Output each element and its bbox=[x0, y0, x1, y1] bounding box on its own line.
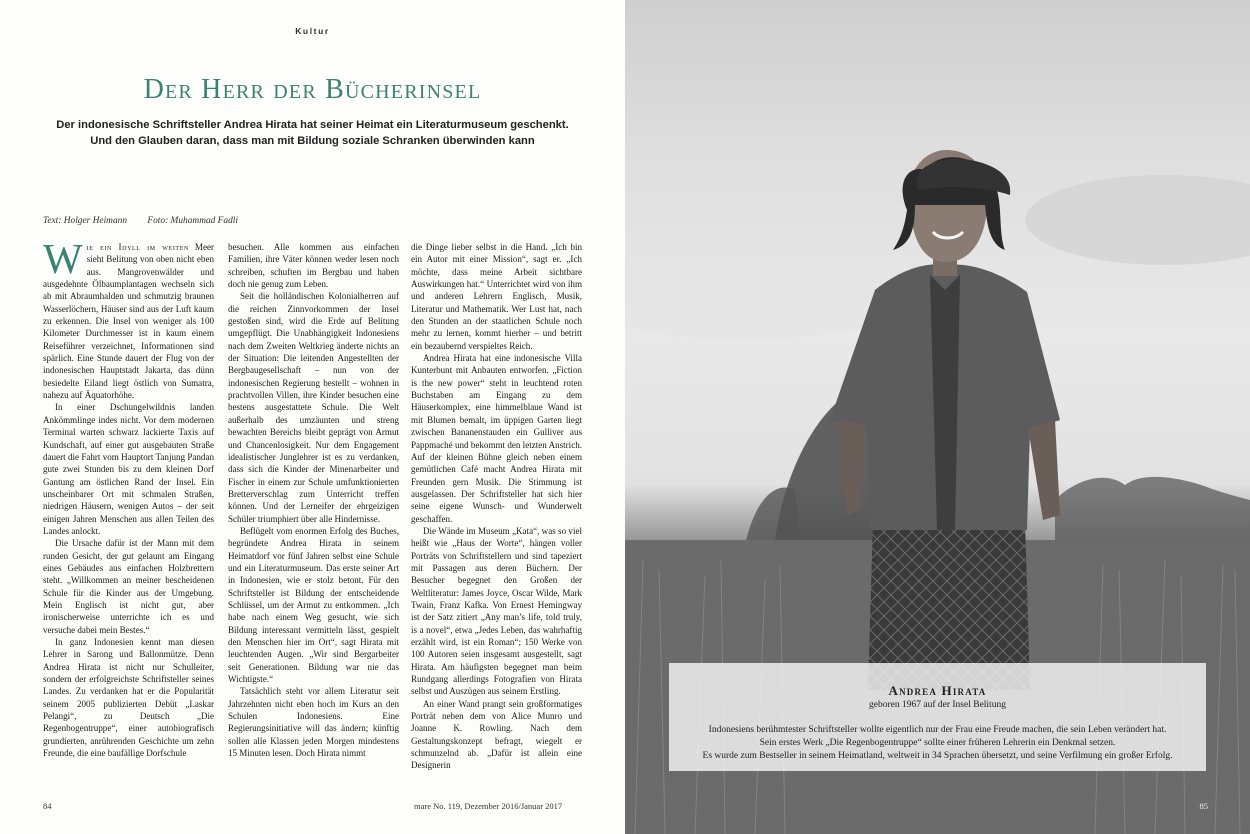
text-credit: Text: Holger Heimann bbox=[43, 216, 128, 226]
page-number-left: 84 bbox=[43, 801, 52, 811]
caption-subtitle: geboren 1967 auf der Insel Belitung bbox=[869, 700, 1006, 710]
section-label: Kultur bbox=[295, 26, 330, 36]
caption-name: Andrea Hirata bbox=[888, 683, 987, 698]
page-number-right: 85 bbox=[1199, 801, 1208, 811]
opening-words: ie ein Idyll im weiten bbox=[86, 242, 189, 252]
photo-caption bbox=[669, 663, 1206, 771]
paragraph: An einer Wand prangt sein großformatiges Porträt neben dem von Alice Munro und Joanne K. Rowling. Nach dem Gestaltungskonzept befragt, wiegelt er schmunzelnd ab. „Dafür ist allein eine Designerin bbox=[411, 698, 582, 771]
caption-line: Indonesiens berühmtester Schriftsteller wollte eigentlich nur der Frau eine Freude machen, die sein Leben verändert hat. bbox=[708, 725, 1167, 735]
article-column-3 bbox=[411, 241, 582, 801]
article-column-2 bbox=[228, 241, 399, 801]
paragraph: Tatsächlich steht vor allem Literatur seit Jahrzehnten nicht eben hoch im Kurs an den Schulen Indonesiens. Eine Regierungsinitiative will das ändern; künftig sollen alle Klassen jeden Morgen mindestens 15 Minuten lesen. Doch Hirata nimmt bbox=[228, 686, 399, 759]
drop-cap: W bbox=[43, 241, 83, 283]
portrait-photo bbox=[625, 0, 1250, 834]
headline: Der Herr der Bücherinsel bbox=[143, 74, 482, 105]
article-column-1 bbox=[43, 241, 214, 801]
paragraph: die Dinge lieber selbst in die Hand. „Ich bin ein Autor mit einer Mission“, sagt er. „Ich möchte, dass meine Arbeit sichtbare Auswirkungen hat.“ Unterrichtet wird von ihm und anderen Lehrern Englisch, Musik, Literatur und Mathematik. Wer Lust hat, nach den Stunden an der staatlichen Schule noch mehr zu lernen, kommt hierher – und betritt ein bezaubernd verspieltes Reich. bbox=[411, 242, 582, 351]
credits bbox=[43, 216, 256, 226]
paragraph: In ganz Indonesien kennt man diesen Lehrer in Sarong und Ballonmütze. Denn Andrea Hirata ist nicht nur Schulleiter, sondern der erfolgreichste Schriftsteller seines Landes. Zu verdanken hat er die Popularität seinem 2005 publizierten Debüt „Laskar Pelangi“, zu Deutsch „Die Regenbogentruppe“, einer autobiografisch grundierten, anrührenden Geschichte um zehn Freunde, die eine baufällige Dorfschule bbox=[43, 637, 214, 759]
paragraph: besuchen. Alle kommen aus einfachen Familien, ihre Väter können weder lesen noch schreiben, schuften im Bergbau und haben doch nie genug zum Leben. bbox=[228, 242, 399, 290]
paragraph: Andrea Hirata hat eine indonesische Villa Kunterbunt mit Anbauten entworfen. „Fiction is the new power“ steht in leuchtend roten Buchstaben am Eingang zu dem Häuserkomplex, eine himmelblaue Wand ist mit Blumen bemalt, im üppigen Garten liegt zwischen Bananenstauden ein Gulliver aus Pappmaché und bekommt den letzten Anstrich. Auf der kleinen Bühne gleich neben einem gemütlichen Café macht Andrea Hirata mit Freunden gern Musik. Die Stimmung ist ausgelassen. Der Schriftsteller hat sich hier seine eigene Wunsch- und Wunderwelt geschaffen. bbox=[411, 353, 582, 524]
paragraph: Die Wände im Museum „Kata“, was so viel heißt wie „Haus der Worte“, hängen voller Porträts von Schriftstellern und sind tapeziert mit Passagen aus deren Büchern. Der Besucher begegnet den Großen der Weltliteratur: James Joyce, Oscar Wilde, Mark Twain, Franz Kafka. Von Ernest Hemingway ist der Satz zitiert „Any man’s life, told truly, is a novel“, etwa „Jedes Leben, das wahrhaftig erzählt wird, ist ein Roman“; 150 Werke von 100 Autoren seien insgesamt ausgestellt, sagt Hirata. Am häufigsten begegnet man beim Rundgang allerdings Fotografien von Hirata selbst und Auszügen aus seinem Erstling. bbox=[411, 525, 582, 697]
issue-info: mare No. 119, Dezember 2016/Januar 2017 bbox=[414, 801, 563, 811]
paragraph-text: Meer sieht Belitung von oben nicht eben aus. Mangrovenwälder und ausgedehnte Ölbaumplantagen wechseln sich ab mit Abraumhalden und schmutzig braunen Wasserlöchern, Häuser sind aus der Luft kaum zu erkennen. Die Insel von weniger als 100 Kilometer Durchmesser ist in kaum einem Reiseführer verzeichnet, Informationen sind spärlich. Eine Stunde dauert der Flug von der indonesischen Hauptstadt Jakarta, das dünn besiedelte Eiland liegt östlich von Sumatra, nahezu auf Äquatorhöhe. bbox=[43, 242, 214, 401]
paragraph: Seit die holländischen Kolonialherren auf die reichen Zinnvorkommen der Insel gestoßen sind, wird die Erde auf Belitung umgepflügt. Die Unabhängigkeit Indonesiens nach dem Zweiten Weltkrieg änderte nichts an der Situation: Die leitenden Angestellten der Bergbaugesellschaft – nun von der indonesischen Regierung bestellt – wohnen in prachtvollen Villen, ihre Kinder besuchen eine bestens ausgestattete Schule. Die Welt außerhalb des umzäunten und streng bewachten Bereichs bleibt geprägt von Armut und Chancenlosigkeit. Nur dem Engagement idealistischer Junglehrer ist es zu verdanken, dass sich die Kinder der Minenarbeiter und Fischer in einem zur Schule umfunktionierten Bretterverschlag zum Unterricht treffen können. Und der Lerneifer der ehrgeizigen Schüler triumphiert über alle Hindernisse. bbox=[228, 291, 399, 524]
paragraph: Die Ursache dafür ist der Mann mit dem runden Gesicht, der gut gelaunt am Eingang eines Gebäudes aus einfachen Holzbrettern steht. „Willkommen an meiner bescheidenen Schule für die Kinder aus der Umgebung. Mein Englisch ist nicht gut, aber ironischerweise unterrichte ich es und versuche dabei mein Bestes.“ bbox=[43, 538, 214, 635]
caption-text bbox=[669, 724, 1206, 764]
deck bbox=[40, 117, 585, 149]
photo-credit: Foto: Muhammad Fadli bbox=[147, 216, 238, 226]
deck-line-1: Der indonesische Schriftsteller Andrea Hirata hat seiner Heimat ein Literaturmuseum geschenkt. bbox=[56, 119, 569, 131]
paragraph bbox=[43, 241, 214, 401]
paragraph: In einer Dschungelwildnis landen Ankömmlinge indes nicht. Vor dem modernen Terminal warten schwarz lackierte Taxis auf Kundschaft, auf einer gut ausgebauten Straße dauert die Fahrt vom Hauptort Tanjung Pandan gute zwei Stunden bis zu dem kleinen Dorf Gantung am östlichen Rand der Insel. Ein unscheinbarer Ort mit schmalen Straßen, niedrigen Häusern, wenigen Autos – der seit einigen Jahren Menschen aus allen Teilen des Landes anlockt. bbox=[43, 402, 214, 536]
caption-line: Es wurde zum Bestseller in seinem Heimatland, weltweit in 34 Sprachen übersetzt, und seine Verfilmung ein großer Erfolg. bbox=[702, 751, 1173, 762]
deck-line-2: Und den Glauben daran, dass man mit Bildung soziale Schranken überwinden kann bbox=[90, 135, 535, 147]
paragraph: Beflügelt vom enormen Erfolg des Buches, begründete Andrea Hirata in seinem Heimatdorf vor fünf Jahren selbst eine Schule und ein Literaturmuseum. Das erste seiner Art in Indonesien, wie er stolz betont. Für den Schriftsteller ist Bildung der entscheidende Schlüssel, um der Armut zu entkommen. „Ich habe nach einem Weg gesucht, wie sich Bildung interessant vermitteln lässt, gespielt den Menschen hier im Ort“, sagt Hirata mit leuchtenden Augen. „Wir sind Bergarbeiter seit Generationen. Bildung war nie das Wichtigste.“ bbox=[228, 525, 399, 685]
caption-line: Sein erstes Werk „Die Regenbogentruppe“ sollte einer früheren Lehrerin ein Denkmal setzen. bbox=[759, 738, 1116, 749]
